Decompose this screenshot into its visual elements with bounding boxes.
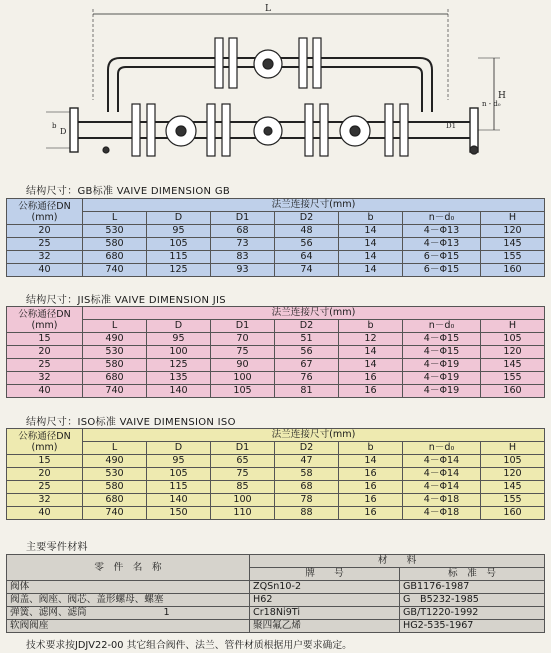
materials-part-cell: 软阀阀座	[7, 620, 250, 633]
table-cell: 160	[481, 264, 545, 277]
gb-header-row	[7, 199, 545, 212]
column-header: b	[339, 320, 403, 333]
table-cell: 100	[211, 372, 275, 385]
table-cell: 68	[275, 481, 339, 494]
dn-header-label: 公称通径DN	[18, 430, 71, 442]
column-header: D1	[211, 212, 275, 225]
column-header: L	[83, 320, 147, 333]
table-cell: 6－Φ15	[403, 251, 481, 264]
table-cell: 16	[339, 481, 403, 494]
technical-requirements-note: 技术要求按JDJV22-00 其它组合阀件、法兰、管件材质根据用户要求确定。	[26, 640, 352, 651]
materials-brand-header: 牌 号	[250, 568, 400, 581]
table-cell: 140	[147, 494, 211, 507]
table-cell: 740	[83, 264, 147, 277]
table-cell: 4－Φ13	[403, 225, 481, 238]
materials-table	[6, 554, 545, 633]
materials-part-cell: 弹簧、滤网、滤筒 1	[7, 607, 250, 620]
table-cell: 90	[211, 359, 275, 372]
table-cell: 56	[275, 346, 339, 359]
table-row	[7, 251, 545, 264]
column-header: D2	[275, 320, 339, 333]
jis-table-body	[7, 307, 545, 398]
table-cell: 100	[147, 346, 211, 359]
table-cell: 4－Φ19	[403, 385, 481, 398]
dim-nd0-label: n - d₀	[482, 100, 501, 108]
column-header: H	[481, 320, 545, 333]
table-row	[7, 333, 545, 346]
dn-header-label: 公称通径DN	[18, 308, 71, 320]
table-cell: 51	[275, 333, 339, 346]
table-cell: 105	[147, 238, 211, 251]
table-cell: 14	[339, 359, 403, 372]
table-cell: 47	[275, 455, 339, 468]
table-cell: 145	[481, 359, 545, 372]
table-cell: 95	[147, 455, 211, 468]
table-cell: 81	[275, 385, 339, 398]
gb-table-body	[7, 199, 545, 277]
table-cell: 145	[481, 238, 545, 251]
table-cell: 70	[211, 333, 275, 346]
table-cell: 105	[147, 468, 211, 481]
table-cell: 40	[7, 507, 83, 520]
table-cell: 88	[275, 507, 339, 520]
column-header: D	[147, 442, 211, 455]
table-cell: 48	[275, 225, 339, 238]
table-cell: 4－Φ19	[403, 372, 481, 385]
table-cell: 20	[7, 225, 83, 238]
materials-row	[7, 581, 545, 594]
column-header: D2	[275, 212, 339, 225]
materials-row	[7, 607, 545, 620]
materials-part-cell: 阀体	[7, 581, 250, 594]
table-cell: 16	[339, 507, 403, 520]
materials-part-header: 零 件 名 称	[7, 555, 250, 581]
table-row	[7, 494, 545, 507]
materials-standard-cell: HG2-535-1967	[400, 620, 545, 633]
materials-brand-cell: H62	[250, 594, 400, 607]
table-cell: 56	[275, 238, 339, 251]
table-cell: 14	[339, 238, 403, 251]
dn-header-unit: (mm)	[31, 319, 58, 331]
table-cell: 160	[481, 507, 545, 520]
table-row	[7, 385, 545, 398]
materials-brand-cell: ZQSn10-2	[250, 581, 400, 594]
table-cell: 74	[275, 264, 339, 277]
dn-header-cell	[7, 307, 83, 333]
table-cell: 20	[7, 346, 83, 359]
table-cell: 73	[211, 238, 275, 251]
table-cell: 4－Φ18	[403, 507, 481, 520]
dim-H-label: H	[498, 91, 506, 101]
table-cell: 680	[83, 372, 147, 385]
table-cell: 14	[339, 251, 403, 264]
table-row	[7, 455, 545, 468]
table-cell: 75	[211, 346, 275, 359]
table-cell: 155	[481, 251, 545, 264]
table-cell: 12	[339, 333, 403, 346]
table-cell: 20	[7, 468, 83, 481]
table-cell: 740	[83, 507, 147, 520]
jis-dimension-table	[6, 306, 545, 398]
table-cell: 125	[147, 264, 211, 277]
table-cell: 85	[211, 481, 275, 494]
table-cell: 530	[83, 468, 147, 481]
table-cell: 32	[7, 494, 83, 507]
table-cell: 25	[7, 359, 83, 372]
column-header: D	[147, 320, 211, 333]
table-cell: 150	[147, 507, 211, 520]
jis-section-title: 结构尺寸：JIS标准 VAIVE DIMENSION JIS	[26, 295, 226, 306]
table-cell: 25	[7, 481, 83, 494]
column-header: D2	[275, 442, 339, 455]
table-cell: 95	[147, 333, 211, 346]
table-cell: 14	[339, 264, 403, 277]
column-header: n－d₀	[403, 212, 481, 225]
table-row	[7, 481, 545, 494]
table-cell: 120	[481, 225, 545, 238]
table-cell: 14	[339, 225, 403, 238]
table-cell: 530	[83, 225, 147, 238]
materials-brand-cell: Cr18Ni9Ti	[250, 607, 400, 620]
dim-D-label: D	[60, 127, 67, 136]
table-cell: 16	[339, 385, 403, 398]
table-cell: 4－Φ15	[403, 346, 481, 359]
table-cell: 100	[211, 494, 275, 507]
materials-standard-header: 标 准 号	[400, 568, 545, 581]
materials-standard-cell: GB/T1220-1992	[400, 607, 545, 620]
table-row	[7, 238, 545, 251]
materials-row	[7, 594, 545, 607]
table-cell: 155	[481, 372, 545, 385]
table-cell: 4－Φ15	[403, 333, 481, 346]
table-cell: 580	[83, 481, 147, 494]
flange-group-header: 法兰连接尺寸(mm)	[83, 307, 545, 320]
gb-dimension-table	[6, 198, 545, 277]
column-header: L	[83, 212, 147, 225]
table-cell: 68	[211, 225, 275, 238]
table-cell: 115	[147, 251, 211, 264]
table-cell: 115	[147, 481, 211, 494]
table-cell: 680	[83, 494, 147, 507]
table-cell: 95	[147, 225, 211, 238]
iso-section-title: 结构尺寸：ISO标准 VAIVE DIMENSION ISO	[26, 417, 236, 428]
table-cell: 15	[7, 455, 83, 468]
table-cell: 120	[481, 346, 545, 359]
table-row	[7, 507, 545, 520]
flange-group-header: 法兰连接尺寸(mm)	[83, 429, 545, 442]
table-cell: 83	[211, 251, 275, 264]
materials-brand-cell: 聚四氟乙烯	[250, 620, 400, 633]
table-row	[7, 225, 545, 238]
materials-section-title: 主要零件材料	[26, 542, 88, 553]
table-cell: 78	[275, 494, 339, 507]
dim-b-label: b	[52, 122, 57, 130]
table-cell: 4－Φ19	[403, 359, 481, 372]
column-header: H	[481, 442, 545, 455]
iso-header-row	[7, 429, 545, 442]
table-cell: 16	[339, 468, 403, 481]
table-cell: 16	[339, 372, 403, 385]
materials-standard-cell: GB1176-1987	[400, 581, 545, 594]
table-cell: 105	[211, 385, 275, 398]
table-cell: 490	[83, 333, 147, 346]
table-cell: 65	[211, 455, 275, 468]
gb-column-header-row	[7, 212, 545, 225]
table-cell: 64	[275, 251, 339, 264]
table-cell: 105	[481, 333, 545, 346]
materials-standard-cell: G B5232-1985	[400, 594, 545, 607]
dn-header-unit: (mm)	[31, 441, 58, 453]
table-cell: 125	[147, 359, 211, 372]
table-cell: 110	[211, 507, 275, 520]
table-row	[7, 346, 545, 359]
table-cell: 40	[7, 385, 83, 398]
table-cell: 32	[7, 372, 83, 385]
table-cell: 135	[147, 372, 211, 385]
materials-row	[7, 620, 545, 633]
column-header: b	[339, 212, 403, 225]
table-cell: 25	[7, 238, 83, 251]
dn-header-label: 公称通径DN	[18, 200, 71, 212]
table-cell: 67	[275, 359, 339, 372]
column-header: b	[339, 442, 403, 455]
dim-L-label: L	[265, 4, 271, 14]
table-cell: 145	[481, 481, 545, 494]
table-cell: 680	[83, 251, 147, 264]
table-cell: 76	[275, 372, 339, 385]
table-cell: 40	[7, 264, 83, 277]
table-cell: 580	[83, 359, 147, 372]
table-cell: 93	[211, 264, 275, 277]
table-cell: 155	[481, 494, 545, 507]
table-cell: 58	[275, 468, 339, 481]
materials-material-header: 材 料	[250, 555, 545, 568]
table-cell: 160	[481, 385, 545, 398]
valve-assembly-drawing	[0, 0, 551, 178]
gb-section-title: 结构尺寸：GB标准 VAIVE DIMENSION GB	[26, 186, 231, 197]
table-row	[7, 468, 545, 481]
jis-header-row	[7, 307, 545, 320]
dn-header-cell	[7, 199, 83, 225]
materials-part-cell: 阀盖、阀座、阀芯、盖形螺母、螺塞	[7, 594, 250, 607]
dn-header-unit: (mm)	[31, 211, 58, 223]
table-cell: 6－Φ15	[403, 264, 481, 277]
column-header: n－d₀	[403, 320, 481, 333]
table-cell: 140	[147, 385, 211, 398]
table-cell: 75	[211, 468, 275, 481]
table-cell: 14	[339, 346, 403, 359]
iso-table-body	[7, 429, 545, 520]
table-cell: 4－Φ14	[403, 455, 481, 468]
iso-dimension-table	[6, 428, 545, 520]
column-header: H	[481, 212, 545, 225]
table-row	[7, 372, 545, 385]
table-cell: 740	[83, 385, 147, 398]
column-header: L	[83, 442, 147, 455]
column-header: D1	[211, 320, 275, 333]
table-cell: 4－Φ14	[403, 481, 481, 494]
table-cell: 4－Φ14	[403, 468, 481, 481]
table-row	[7, 264, 545, 277]
table-cell: 105	[481, 455, 545, 468]
table-cell: 4－Φ18	[403, 494, 481, 507]
table-cell: 15	[7, 333, 83, 346]
table-cell: 120	[481, 468, 545, 481]
table-cell: 16	[339, 494, 403, 507]
column-header: D1	[211, 442, 275, 455]
dim-D1-label: D1	[446, 122, 457, 130]
iso-column-header-row	[7, 442, 545, 455]
jis-column-header-row	[7, 320, 545, 333]
table-cell: 32	[7, 251, 83, 264]
column-header: D	[147, 212, 211, 225]
table-cell: 14	[339, 455, 403, 468]
dn-header-cell	[7, 429, 83, 455]
table-row	[7, 359, 545, 372]
flange-group-header: 法兰连接尺寸(mm)	[83, 199, 545, 212]
table-cell: 490	[83, 455, 147, 468]
table-cell: 4－Φ13	[403, 238, 481, 251]
column-header: n－d₀	[403, 442, 481, 455]
table-cell: 580	[83, 238, 147, 251]
table-cell: 530	[83, 346, 147, 359]
